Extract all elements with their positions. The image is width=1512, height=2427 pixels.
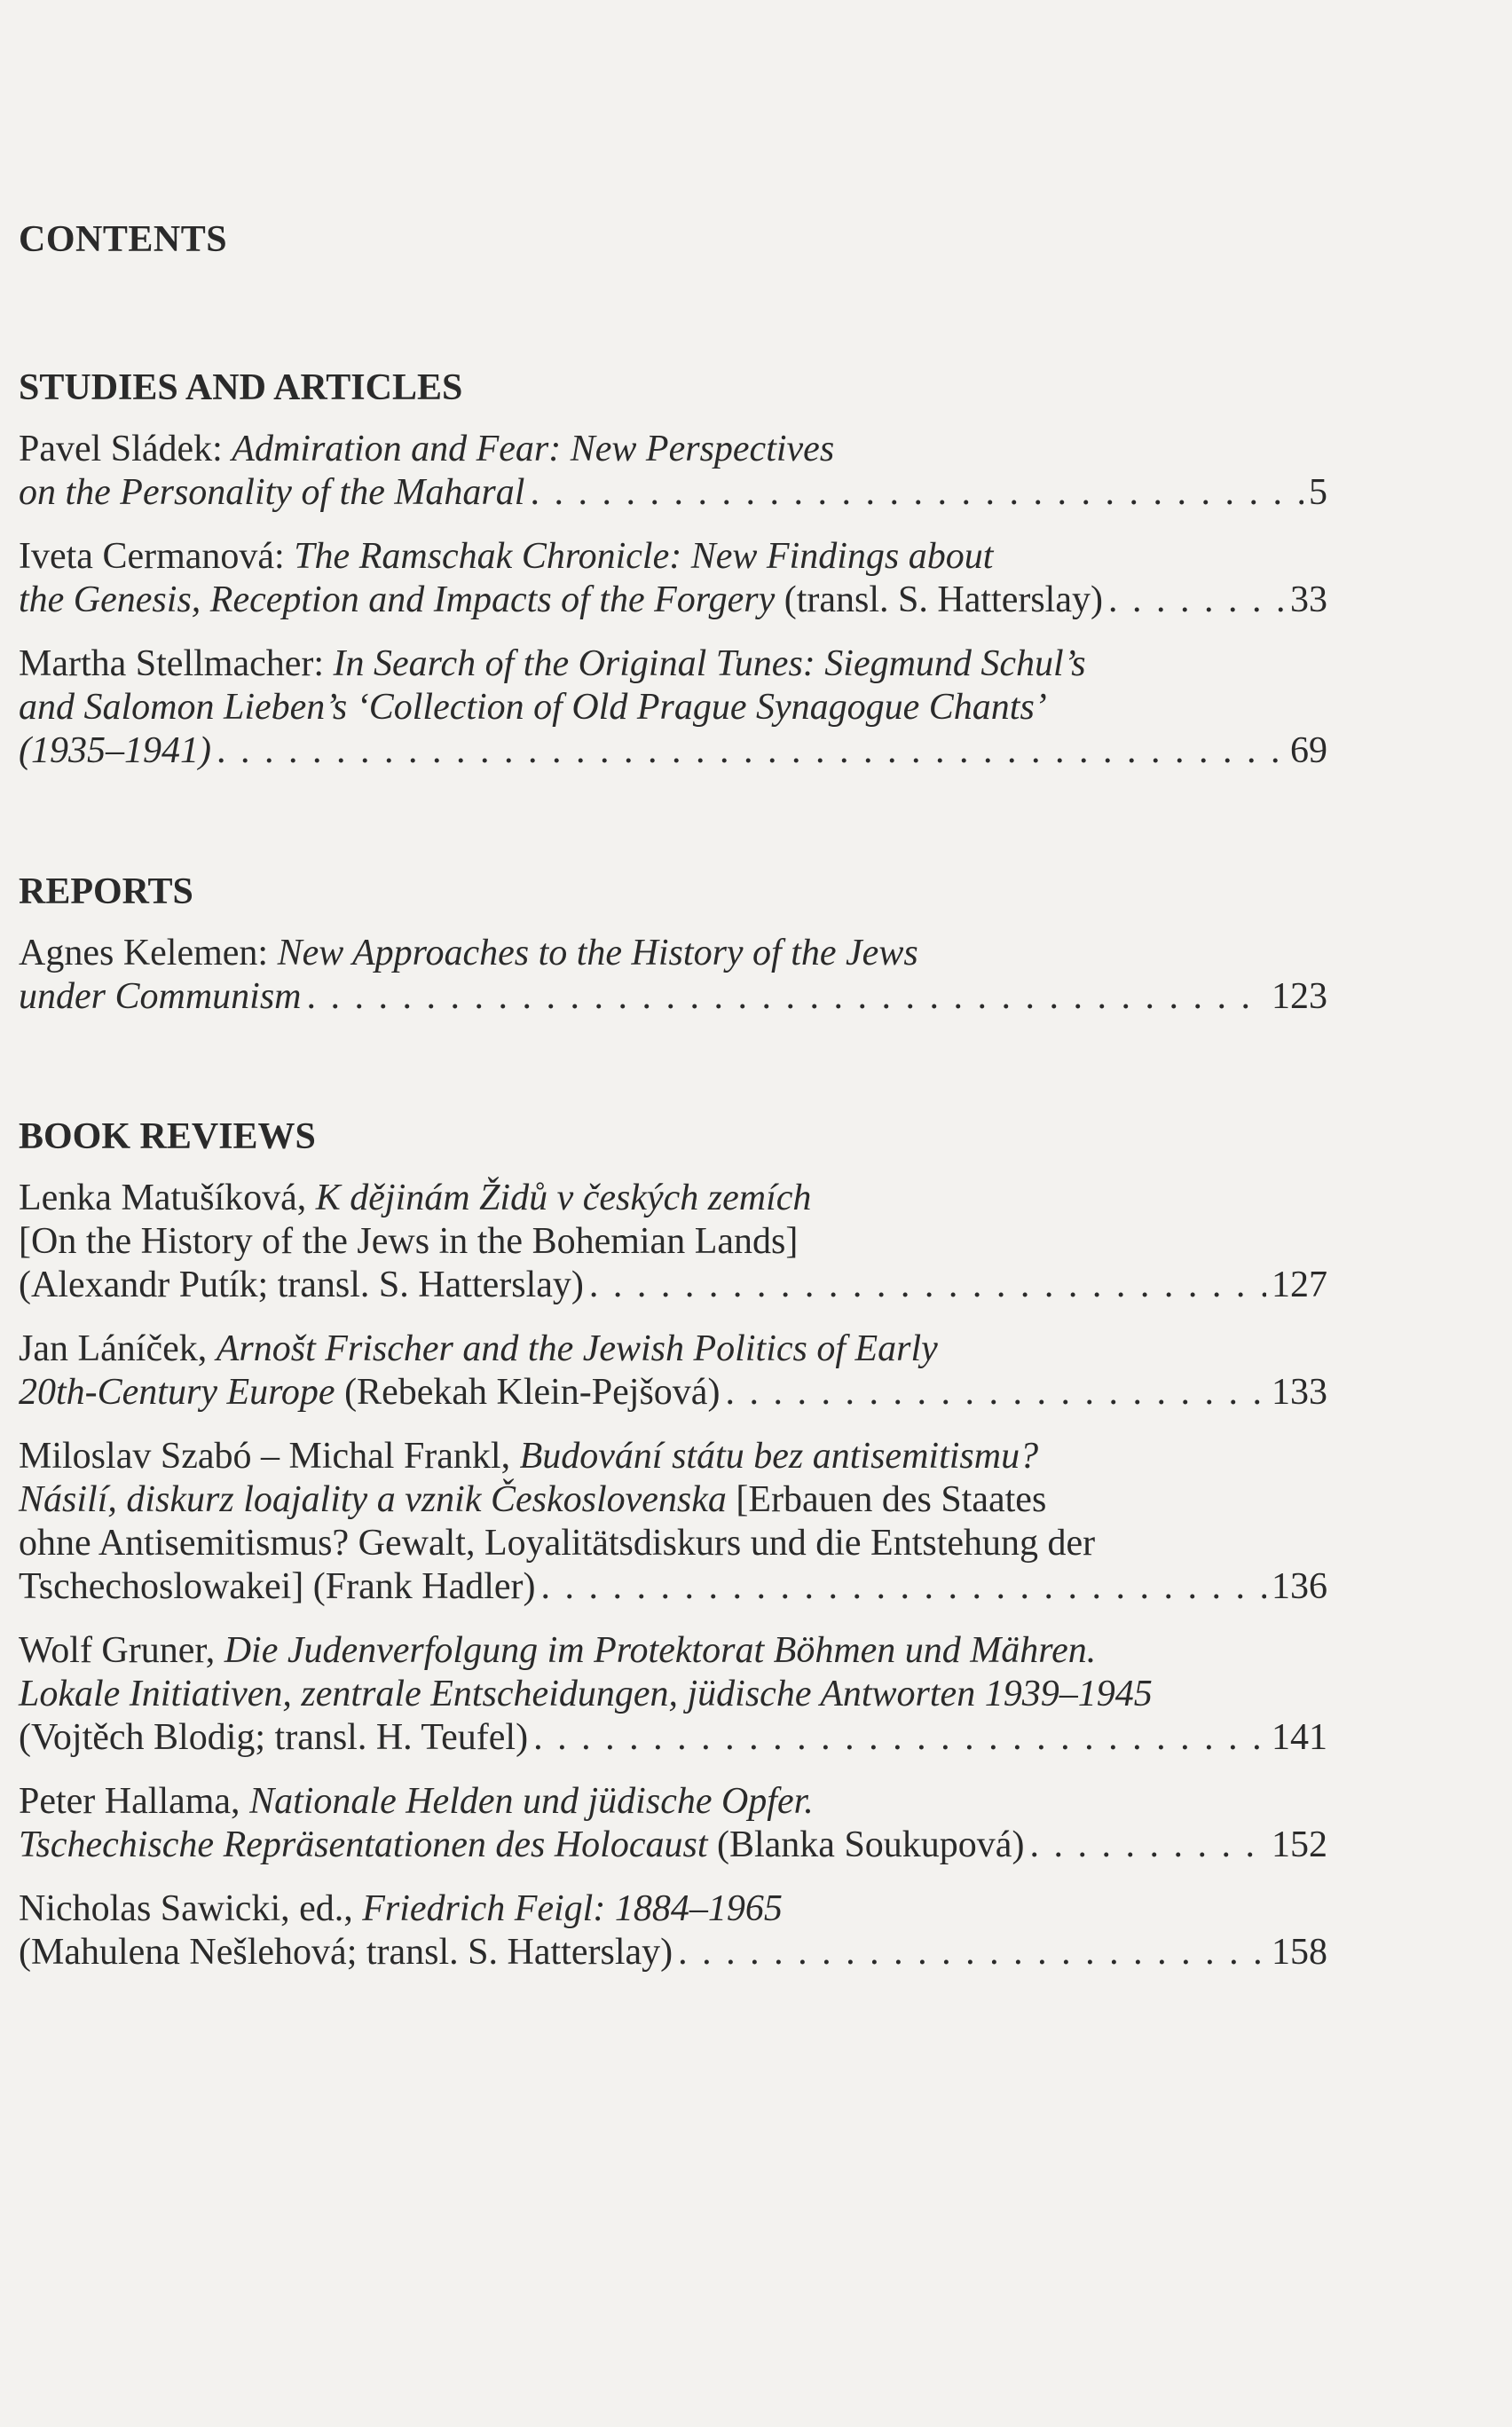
entry-text (19, 1328, 938, 1371)
entry-text (19, 471, 524, 515)
entry-text (19, 1435, 1038, 1478)
contents-entry[interactable] (19, 535, 1327, 622)
entry-line (19, 579, 1327, 622)
contents-entry[interactable] (19, 1887, 1327, 1974)
leader-dots (678, 1931, 1266, 1974)
entry-author: Iveta Cermanová: (19, 536, 295, 577)
entry-text (19, 686, 1047, 729)
entry-author: (transl. S. Hatterslay) (775, 579, 1103, 620)
entry-text (19, 1371, 720, 1414)
leader-dots (1029, 1824, 1266, 1867)
entry-author: [Erbauen des Staates (726, 1479, 1047, 1520)
entry-text (19, 1931, 673, 1974)
entry-text (19, 1565, 536, 1609)
entry-author: (Vojtěch Blodig; transl. H. Teufel) (19, 1717, 529, 1758)
page-number: 123 (1272, 976, 1327, 1017)
entry-line (19, 1824, 1327, 1867)
entry-title: Lokale Initiativen, zentrale Entscheidungen, jüdische Antworten 1939–1945 (19, 1674, 1153, 1714)
page-number: 133 (1272, 1372, 1327, 1413)
entry-title: and Salomon Lieben’s ‘Collection of Old Prague Synagogue Chants’ (19, 687, 1047, 728)
contents-entry[interactable] (19, 428, 1327, 515)
page-number: 158 (1272, 1932, 1327, 1973)
contents-section (19, 366, 1327, 773)
contents-page (19, 217, 1327, 1974)
leader-dots (589, 1264, 1266, 1307)
entry-text (19, 535, 993, 579)
leader-dots (725, 1371, 1266, 1414)
entry-title: the Genesis, Reception and Impacts of the Forgery (19, 579, 776, 620)
contents-entry[interactable] (19, 1177, 1327, 1307)
entry-author: Peter Hallama, (19, 1781, 250, 1822)
entry-author: ohne Antisemitismus? Gewalt, Loyalitätsdiskurs und die Entstehung der (19, 1523, 1096, 1564)
contents-entry[interactable] (19, 1629, 1327, 1760)
contents-entry[interactable] (19, 1435, 1327, 1609)
entry-line (19, 1887, 1327, 1931)
page-number: 141 (1272, 1717, 1327, 1758)
entry-line (19, 1522, 1327, 1565)
entry-line (19, 932, 1327, 975)
entry-title: The Ramschak Chronicle: New Findings about (294, 536, 994, 577)
entry-text (19, 729, 211, 773)
entry-author: (Blanka Soukupová) (707, 1824, 1025, 1865)
entry-text (19, 1887, 783, 1931)
entry-line (19, 1264, 1327, 1307)
section-heading: STUDIES AND ARTICLES (19, 367, 463, 408)
entry-line (19, 1629, 1327, 1673)
entry-title: on the Personality of the Maharal (19, 472, 525, 513)
entry-author: Lenka Matušíková, (19, 1178, 316, 1218)
page-number: 136 (1272, 1566, 1327, 1607)
section-heading: BOOK REVIEWS (19, 1116, 316, 1157)
entry-author: Agnes Kelemen: (19, 933, 278, 973)
entry-title: Friedrich Feigl: 1884–1965 (362, 1888, 783, 1929)
leader-dots (533, 1716, 1266, 1760)
entry-text (19, 642, 1086, 686)
entry-line (19, 642, 1327, 686)
entry-author: Jan Láníček, (19, 1328, 217, 1369)
section-heading: REPORTS (19, 871, 193, 912)
entry-author: Nicholas Sawicki, ed., (19, 1888, 363, 1929)
entry-author: (Mahulena Nešlehová; transl. S. Hatterslay) (19, 1932, 673, 1973)
entry-title: Die Judenverfolgung im Protektorat Böhmen und Mähren. (224, 1630, 1097, 1671)
entry-title: Admiration and Fear: New Perspectives (232, 429, 835, 469)
entry-line (19, 686, 1327, 729)
entry-text (19, 579, 1103, 622)
entry-author: [On the History of the Jews in the Bohemian Lands] (19, 1221, 799, 1262)
page-number: 33 (1290, 579, 1327, 620)
entry-line (19, 1716, 1327, 1760)
entry-line (19, 1371, 1327, 1414)
entry-title: Arnošt Frischer and the Jewish Politics of Early (216, 1328, 938, 1369)
entry-line (19, 535, 1327, 579)
entry-author: Pavel Sládek: (19, 429, 232, 469)
page-number: 69 (1290, 730, 1327, 771)
entry-line (19, 975, 1327, 1019)
entry-text (19, 1780, 814, 1824)
entry-title: Budování státu bez antisemitismu? (519, 1436, 1039, 1477)
entry-title: Tschechische Repräsentationen des Holocaust (19, 1824, 708, 1865)
leader-dots (217, 729, 1285, 773)
entry-text (19, 1716, 528, 1760)
entry-title: New Approaches to the History of the Jews (277, 933, 918, 973)
entry-line (19, 729, 1327, 773)
leader-dots (307, 975, 1266, 1019)
entry-line (19, 1220, 1327, 1264)
entry-text (19, 1177, 811, 1220)
entry-text (19, 1824, 1024, 1867)
entry-text (19, 932, 918, 975)
contents-section (19, 870, 1327, 1019)
entry-title: Nationale Helden und jüdische Opfer. (249, 1781, 814, 1822)
entry-title: In Search of the Original Tunes: Siegmund Schul’s (333, 643, 1086, 684)
contents-list (19, 366, 1327, 1974)
entry-author: (Alexandr Putík; transl. S. Hatterslay) (19, 1265, 584, 1305)
contents-entry[interactable] (19, 642, 1327, 773)
leader-dots (541, 1565, 1266, 1609)
entry-author: Miloslav Szabó – Michal Frankl, (19, 1436, 520, 1477)
page-title: CONTENTS (19, 219, 228, 260)
entry-title: (1935–1941) (19, 730, 211, 771)
entry-title: K dějinám Židů v českých zemích (315, 1178, 812, 1218)
entry-title: Násilí, diskurz loajality a vznik Československa (19, 1479, 727, 1520)
contents-section (19, 1115, 1327, 1974)
entry-line (19, 1565, 1327, 1609)
entry-title: 20th-Century Europe (19, 1372, 335, 1413)
entry-text (19, 1264, 584, 1307)
entry-line (19, 1328, 1327, 1371)
entry-author: (Rebekah Klein-Pejšová) (335, 1372, 721, 1413)
page-number: 152 (1272, 1824, 1327, 1865)
entry-author: Tschechoslowakei] (Frank Hadler) (19, 1566, 536, 1607)
contents-entry[interactable] (19, 1780, 1327, 1867)
entry-line (19, 1931, 1327, 1974)
entry-line (19, 428, 1327, 471)
entry-text (19, 1220, 798, 1264)
entry-title: under Communism (19, 976, 302, 1017)
entry-text (19, 428, 834, 471)
entry-author: Wolf Gruner, (19, 1630, 224, 1671)
contents-entry[interactable] (19, 1328, 1327, 1414)
page-number: 127 (1272, 1265, 1327, 1305)
entry-line (19, 1673, 1327, 1716)
contents-entry[interactable] (19, 932, 1327, 1019)
entry-line (19, 1177, 1327, 1220)
page-number: 5 (1309, 472, 1327, 513)
entry-line (19, 1435, 1327, 1478)
entry-text (19, 1673, 1153, 1716)
entry-text (19, 1522, 1095, 1565)
leader-dots (530, 471, 1303, 515)
entry-text (19, 1478, 1046, 1522)
leader-dots (1108, 579, 1285, 622)
entry-line (19, 1478, 1327, 1522)
entry-author: Martha Stellmacher: (19, 643, 334, 684)
entry-line (19, 1780, 1327, 1824)
entry-text (19, 1629, 1096, 1673)
entry-text (19, 975, 302, 1019)
entry-line (19, 471, 1327, 515)
